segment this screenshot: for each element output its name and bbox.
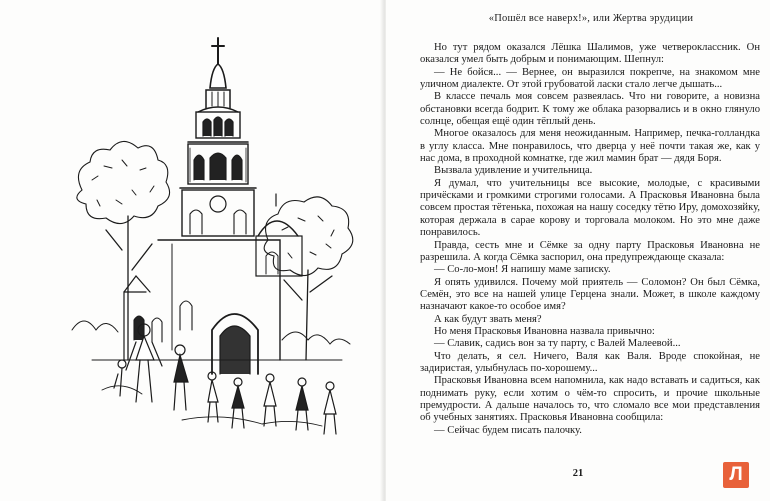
paragraph: — Со-ло-мон! Я напишу маме записку. <box>434 264 611 276</box>
paragraph: Вызвала удивление и учительница. <box>434 165 593 177</box>
paragraph: В классе печаль моя совсем развеялась. Что ни говорите, а новизна обстановки всегда бодрит. К тому же облака разорвались и в окно глянуло солнце, обещая ещё один тёплый день. <box>420 91 760 128</box>
left-page <box>0 0 382 501</box>
paragraph: — Славик, садись вон за ту парту, с Валей Малеевой... <box>434 338 681 350</box>
publisher-logo-icon: Л <box>723 462 749 488</box>
folio-area <box>386 0 770 501</box>
page-number: 21 <box>572 468 584 479</box>
paragraph: Что делать, я сел. Ничего, Валя как Валя. Вроде спокойная, не задиристая, улыбнулась по-хорошему... <box>420 350 760 374</box>
paragraph: Я опять удивился. Почему мой приятель — Соломон? Он был Сёмка, Семён, это все на нашей улице Герцена знали. Может, в школе каждому назначают какое-то особое имя? <box>420 276 760 313</box>
paragraph: Прасковья Ивановна всем напомнила, как надо вставать и садиться, как поднимать руку, если хотим о чём-то спросить, и прочие школьные премудрости. А дальше началось то, что сломало все мои представления об учебных занятиях. Прасковья Ивановна сообщила: <box>420 375 760 424</box>
paragraph: — Не бойся... — Вернее, он выразился покрепче, на знакомом мне уличном диалекте. От этой грубоватой ласки стало легче дышать... <box>420 66 760 91</box>
church-illustration <box>62 30 362 450</box>
paragraph: Но меня Прасковья Ивановна назвала привычно: <box>434 325 655 337</box>
paragraph: А как будут звать меня? <box>434 313 542 325</box>
paragraph: Но тут рядом оказался Лёшка Шалимов, уже четвероклассник. Он оказался умел быть добрым и понимающим. Шепнул: <box>420 42 760 66</box>
paragraph: — Сейчас будем писать палочку. <box>434 424 582 436</box>
running-head: «Пошёл все наверх!», или Жертва эрудиции <box>488 13 694 24</box>
paragraph: Я думал, что учительницы все высокие, молодые, с красивыми причёсками и громкими строгими голосами. А Прасковья Ивановна была совсем простая тётенька, похожая на нашу соседку тётю Иру, домохозяйку, которая держала в сарае корову и торговала молоком. Но это мне даже понравилось. <box>420 177 760 239</box>
paragraph: Многое оказалось для меня неожиданным. Например, печка-голландка в углу класса. Мне понравилось, что дверца у неё почти такая же, как у нас дома, в проходной комнатке, где жил мамин брат — дядя Боря. <box>420 128 760 165</box>
paragraph: Правда, сесть мне и Сёмке за одну парту Прасковья Ивановна не разрешила. А когда Сёмка заспорил, она предупреждающе сказала: <box>420 239 760 263</box>
